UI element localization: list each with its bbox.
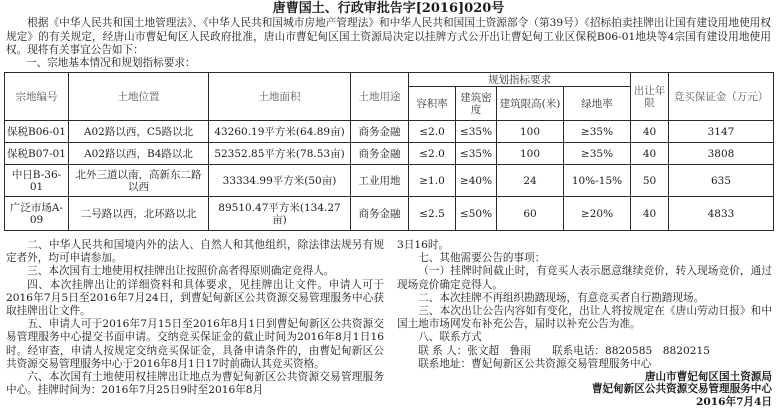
header-density: 建筑密度 [456, 87, 497, 121]
cell-green: 10%-15% [564, 165, 631, 197]
paragraph-5: 五、申请人可于2016年7月15日至2016年8月1日到曹妃甸新区公共资源交易管理服务中心提交书面申请。交纳竞买保证金的截止时间为2016年8月1日16时。经审查，申请人按规定交纳竞买保证金，具备申请条件的，由曹妃甸新区公共资源交易管理服务中心于2016年8月1日17时前确认其竞买资格。 [6, 318, 384, 370]
cell-deposit: 3808 [669, 143, 774, 165]
cell-area: 89510.47平方米(134.27亩) [209, 197, 351, 231]
cell-green: ≥35% [564, 121, 631, 143]
intro-paragraph: 根据《中华人民共和国土地管理法》、《中华人民共和国城市房地产管理法》和中华人民共和国国土资源部令（第39号）《招标拍卖挂牌出让国有建设用地使用权规定》的有关规定，经唐山市曹妃甸区人民政府批准，唐山市曹妃甸区国土资源局决定以挂牌方式公开出让曹妃甸工业区保税B06-01地块等4宗国有建设用地使用权。现将有关事宜公告如下： [6, 17, 771, 56]
header-use: 土地用途 [351, 73, 409, 121]
cell-code: 保税B07-01 [5, 143, 69, 165]
table-row [5, 121, 774, 143]
contact-person: 联 系 人：张文超 鲁雨 联系电话：8820585 8820215 [418, 344, 710, 357]
cell-deposit: 3147 [669, 121, 774, 143]
cell-green: ≥35% [564, 143, 631, 165]
header-height: 建筑限高(米) [497, 87, 564, 121]
cell-height: 60 [497, 197, 564, 231]
cell-height: 100 [497, 143, 564, 165]
cell-density: ≥40% [456, 165, 497, 197]
cell-area: 52352.85平方米(78.53亩) [209, 143, 351, 165]
paragraph-7-item-2: 二、本次挂牌不再组织勘踏现场，有意竞买者自行勘踏现场。 [418, 291, 705, 304]
paragraph-7-item-1: （一）挂牌时间截止时，有竞买人表示愿意继续竞价，转入现场竞价，通过现场竞价确定竞得人。 [397, 265, 772, 291]
contact-address: 联系地址：曹妃甸新区公共资源交易管理服务中心 [418, 357, 652, 370]
cell-use: 商务金融 [351, 143, 409, 165]
land-parcel-table [4, 72, 774, 231]
paragraph-6: 六、本次国有土地使用权挂牌出让地点为曹妃甸新区公共资源交易管理服务中心。挂牌时间为：2016年7月25日9时至2016年8月 [6, 371, 384, 397]
cell-code: 广泛市场A-09 [5, 197, 69, 231]
table-row [5, 197, 774, 231]
cell-use: 工业用地 [351, 165, 409, 197]
cell-far: ≤2.0 [409, 121, 456, 143]
cell-location: A02路以西，C5路以北 [69, 121, 209, 143]
header-area: 土地面积 [209, 73, 351, 121]
section-heading-land-info: 一、宗地基本情况和规划指标要求： [26, 57, 196, 69]
cell-years: 40 [631, 143, 669, 165]
cell-green: ≥20% [564, 197, 631, 231]
cell-years: 50 [631, 165, 669, 197]
notice-title: 唐曹国土、行政审批告字[2016]020号 [272, 1, 505, 16]
notice-date: 2016年7月4日 [695, 395, 772, 408]
cell-code: 保税B06-01 [5, 121, 69, 143]
cell-use: 商务金融 [351, 197, 409, 231]
cell-far: ≥1.0 [409, 165, 456, 197]
paragraph-4: 四、本次挂牌出让的详细资料和具体要求，见挂牌出让文件。申请人可于2016年7月5日至2016年7月24日，到曹妃甸新区公共资源交易管理服务中心获取挂牌出让文件。 [6, 278, 384, 318]
table-row [5, 143, 774, 165]
signature-land-bureau: 唐山市曹妃甸区国土资源局 [644, 371, 772, 384]
cell-height: 24 [497, 165, 564, 197]
header-location: 土地位置 [69, 73, 209, 121]
cell-density: ≤35% [456, 121, 497, 143]
paragraph-7-item-3: 三、本次出让公告内容如有变化，出让人将按规定在《唐山劳动日报》和中国土地市场网发布补充公告，届时以补充公告为准。 [397, 305, 772, 331]
cell-location: 北外三道以南，高新东二路以西 [69, 165, 209, 197]
cell-density: ≤50% [456, 197, 497, 231]
paragraph-6-continued: 3日16时。 [397, 239, 450, 251]
cell-code: 中日B-36-01 [5, 165, 69, 197]
header-plan-group: 规划指标要求 [409, 73, 631, 87]
cell-years: 40 [631, 121, 669, 143]
cell-use: 商务金融 [351, 121, 409, 143]
cell-far: ≤2.0 [409, 143, 456, 165]
paragraph-7: 七、其他需要公告的事项： [418, 252, 546, 265]
cell-location: 二号路以西，北环路以北 [69, 197, 209, 231]
signature-trading-center: 曹妃甸新区公共资源交易管理服务中心 [591, 383, 772, 396]
table-row [5, 165, 774, 197]
cell-deposit: 635 [669, 165, 774, 197]
paragraph-2: 二、中华人民共和国境内外的法人、自然人和其他组织，除法律法规另有规定者外，均可申请参加。 [6, 239, 384, 265]
header-far: 容积率 [409, 87, 456, 121]
cell-location: A02路以西，B4路以北 [69, 143, 209, 165]
left-column [6, 239, 384, 397]
paragraph-8: 八、联系方式 [418, 331, 482, 344]
cell-area: 43260.19平方米(64.89亩) [209, 121, 351, 143]
cell-years: 40 [631, 197, 669, 231]
header-years: 出让年限 [631, 73, 669, 121]
header-code: 宗地编号 [5, 73, 69, 121]
cell-deposit: 4833 [669, 197, 774, 231]
header-deposit: 竞买保证金（万元） [669, 73, 774, 121]
header-green: 绿地率 [564, 87, 631, 121]
cell-density: ≤35% [456, 143, 497, 165]
cell-area: 33334.99平方米(50亩) [209, 165, 351, 197]
cell-far: ≤2.5 [409, 197, 456, 231]
paragraph-3: 三、本次国有土地使用权挂牌出让按照价高者得原则确定竞得人。 [27, 265, 335, 278]
right-column [397, 239, 772, 408]
cell-height: 100 [497, 121, 564, 143]
